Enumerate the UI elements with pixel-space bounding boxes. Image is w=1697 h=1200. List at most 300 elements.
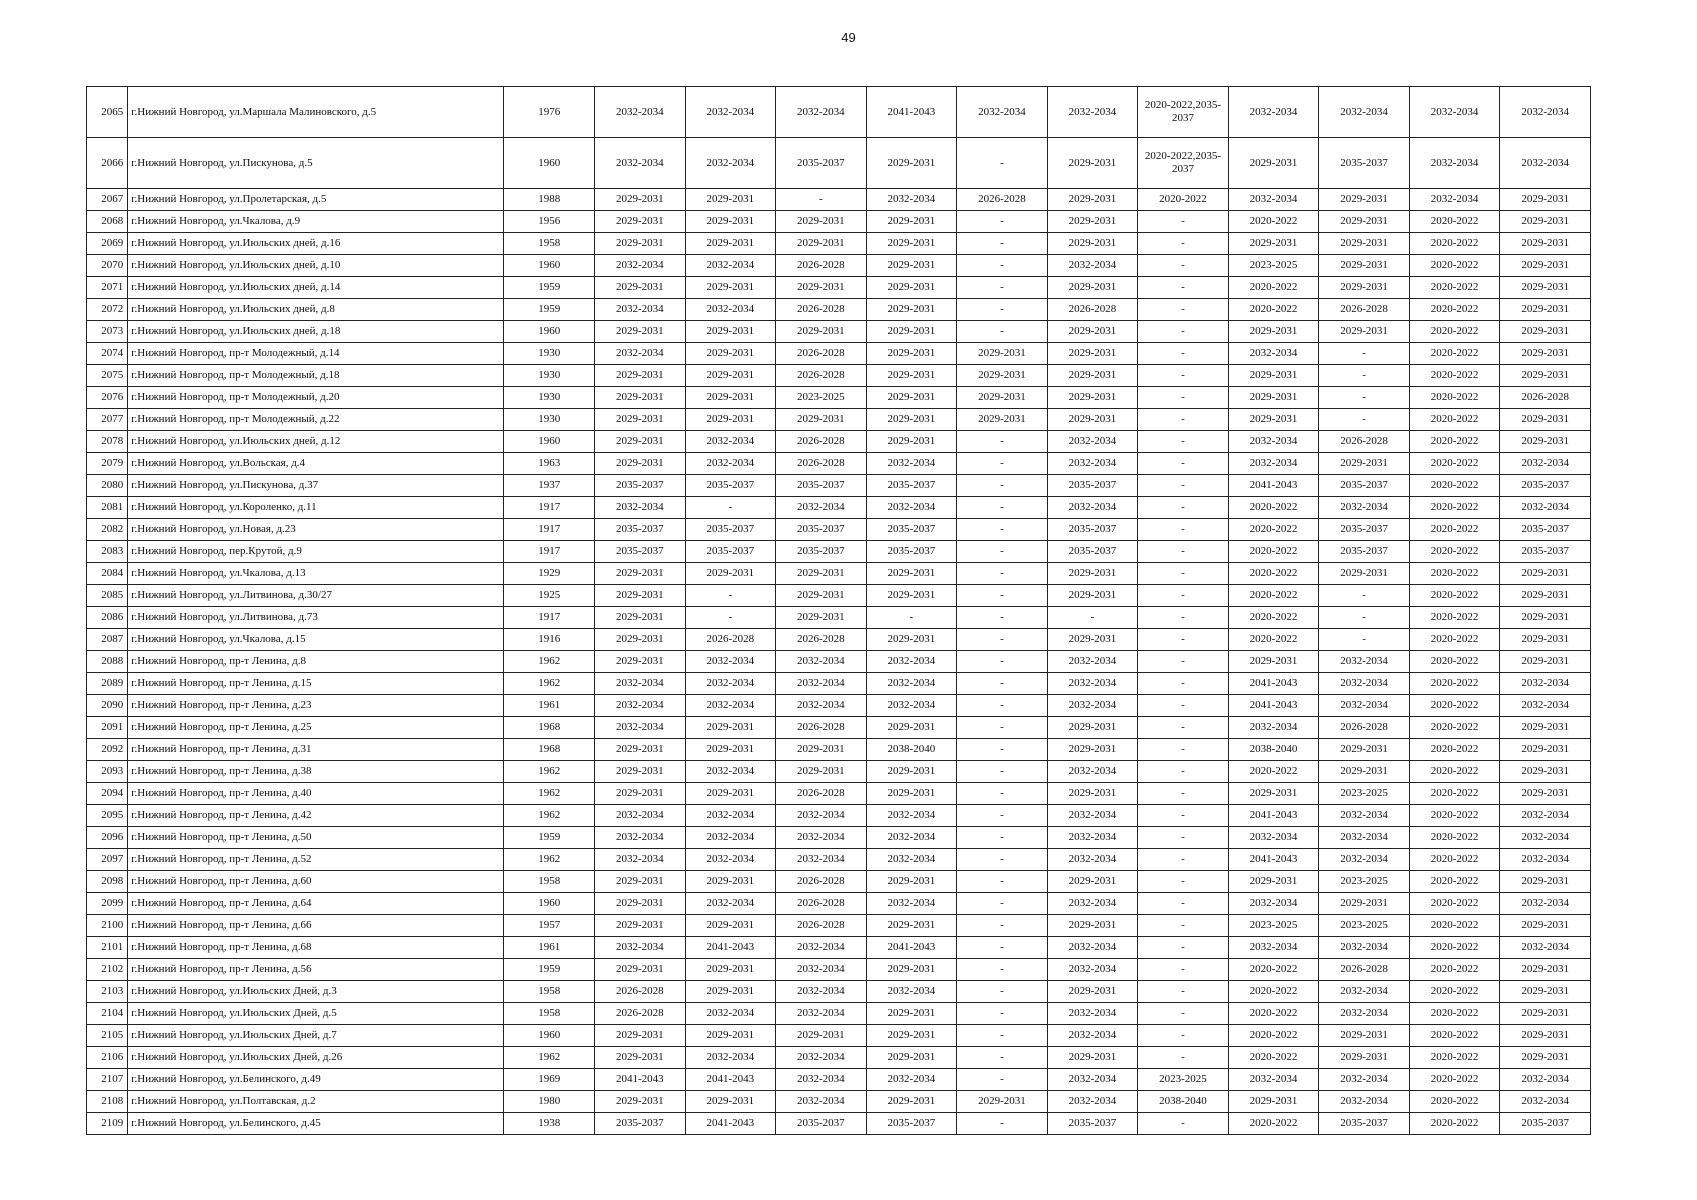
period-cell: 2029-2031	[866, 409, 957, 431]
period-cell: 2029-2031	[1319, 211, 1410, 233]
period-cell: 2020-2022	[1228, 497, 1319, 519]
table-row	[87, 761, 1591, 783]
address-cell: г.Нижний Новгород, ул.Короленко, д.11	[128, 497, 504, 519]
period-cell: 2029-2031	[866, 563, 957, 585]
period-cell: -	[1138, 255, 1229, 277]
period-cell: 2038-2040	[1138, 1091, 1229, 1113]
period-cell: 2020-2022	[1409, 827, 1500, 849]
period-cell: -	[866, 607, 957, 629]
year-built-cell: 1960	[504, 138, 595, 189]
period-cell: 2029-2031	[776, 211, 867, 233]
period-cell: 2032-2034	[595, 138, 686, 189]
period-cell: 2032-2034	[776, 673, 867, 695]
period-cell: 2032-2034	[1047, 1091, 1138, 1113]
period-cell: -	[957, 321, 1048, 343]
period-cell: 2029-2031	[1500, 959, 1591, 981]
period-cell: 2029-2031	[866, 1091, 957, 1113]
period-cell: 2032-2034	[685, 1047, 776, 1069]
period-cell: -	[957, 1069, 1048, 1091]
period-cell: 2029-2031	[1228, 321, 1319, 343]
period-cell: -	[1138, 343, 1229, 365]
period-cell: 2026-2028	[776, 783, 867, 805]
period-cell: 2032-2034	[1319, 651, 1410, 673]
period-cell: 2029-2031	[1319, 321, 1410, 343]
period-cell: 2029-2031	[1500, 585, 1591, 607]
period-cell: 2032-2034	[1228, 431, 1319, 453]
period-cell: 2032-2034	[685, 299, 776, 321]
year-built-cell: 1960	[504, 255, 595, 277]
period-cell: -	[957, 519, 1048, 541]
year-built-cell: 1929	[504, 563, 595, 585]
address-cell: г.Нижний Новгород, пр-т Ленина, д.50	[128, 827, 504, 849]
period-cell: 2029-2031	[1500, 365, 1591, 387]
period-cell: -	[1138, 783, 1229, 805]
period-cell: 2032-2034	[685, 651, 776, 673]
period-cell: -	[1138, 959, 1229, 981]
period-cell: 2020-2022	[1409, 321, 1500, 343]
period-cell: 2029-2031	[1500, 915, 1591, 937]
period-cell: 2032-2034	[1319, 497, 1410, 519]
period-cell: 2032-2034	[866, 651, 957, 673]
period-cell: 2029-2031	[1319, 761, 1410, 783]
period-cell: 2020-2022	[1228, 541, 1319, 563]
year-built-cell: 1925	[504, 585, 595, 607]
period-cell: 2035-2037	[866, 475, 957, 497]
period-cell: 2023-2025	[1228, 915, 1319, 937]
period-cell: 2029-2031	[685, 233, 776, 255]
period-cell: 2029-2031	[1228, 365, 1319, 387]
address-cell: г.Нижний Новгород, ул.Пролетарская, д.5	[128, 189, 504, 211]
period-cell: 2032-2034	[685, 138, 776, 189]
address-cell: г.Нижний Новгород, пр-т Ленина, д.40	[128, 783, 504, 805]
period-cell: -	[957, 629, 1048, 651]
period-cell: 2032-2034	[1047, 695, 1138, 717]
row-number-cell: 2068	[87, 211, 128, 233]
period-cell: 2035-2037	[776, 519, 867, 541]
period-cell: -	[957, 849, 1048, 871]
table-row	[87, 1091, 1591, 1113]
row-number-cell: 2100	[87, 915, 128, 937]
period-cell: 2026-2028	[1319, 959, 1410, 981]
period-cell: 2029-2031	[1500, 1025, 1591, 1047]
period-cell: 2029-2031	[776, 409, 867, 431]
address-cell: г.Нижний Новгород, ул.Июльских дней, д.18	[128, 321, 504, 343]
period-cell: 2029-2031	[776, 563, 867, 585]
year-built-cell: 1917	[504, 497, 595, 519]
period-cell: 2032-2034	[1409, 87, 1500, 138]
period-cell: -	[957, 585, 1048, 607]
period-cell: 2029-2031	[776, 277, 867, 299]
period-cell: -	[957, 299, 1048, 321]
period-cell: 2029-2031	[866, 871, 957, 893]
period-cell: 2032-2034	[685, 453, 776, 475]
year-built-cell: 1962	[504, 673, 595, 695]
period-cell: 2041-2043	[866, 87, 957, 138]
period-cell: 2026-2028	[1047, 299, 1138, 321]
period-cell: -	[1138, 981, 1229, 1003]
table-row	[87, 1113, 1591, 1135]
period-cell: 2029-2031	[1500, 783, 1591, 805]
period-cell: -	[1138, 673, 1229, 695]
period-cell: 2020-2022,​2035-2037	[1138, 138, 1229, 189]
period-cell: 2020-2022	[1409, 387, 1500, 409]
period-cell: -	[957, 607, 1048, 629]
address-cell: г.Нижний Новгород, пр-т Ленина, д.68	[128, 937, 504, 959]
period-cell: 2032-2034	[776, 827, 867, 849]
period-cell: -	[1319, 343, 1410, 365]
row-number-cell: 2085	[87, 585, 128, 607]
table-row	[87, 563, 1591, 585]
period-cell: 2029-2031	[957, 409, 1048, 431]
period-cell: 2023-2025	[1228, 255, 1319, 277]
period-cell: 2032-2034	[1500, 805, 1591, 827]
year-built-cell: 1958	[504, 1003, 595, 1025]
period-cell: 2029-2031	[685, 739, 776, 761]
period-cell: 2035-2037	[595, 1113, 686, 1135]
row-number-cell: 2097	[87, 849, 128, 871]
period-cell: 2029-2031	[595, 959, 686, 981]
period-cell: 2032-2034	[685, 87, 776, 138]
table-row	[87, 189, 1591, 211]
period-cell: 2029-2031	[866, 431, 957, 453]
period-cell: 2029-2031	[1500, 871, 1591, 893]
period-cell: 2032-2034	[776, 1003, 867, 1025]
period-cell: 2020-2022	[1409, 629, 1500, 651]
period-cell: 2029-2031	[685, 189, 776, 211]
period-cell: 2029-2031	[776, 321, 867, 343]
period-cell: 2032-2034	[595, 717, 686, 739]
period-cell: 2032-2034	[595, 805, 686, 827]
period-cell: 2020-2022	[1409, 673, 1500, 695]
address-cell: г.Нижний Новгород, ул.Вольская, д.4	[128, 453, 504, 475]
row-number-cell: 2101	[87, 937, 128, 959]
year-built-cell: 1959	[504, 277, 595, 299]
period-cell: 2029-2031	[685, 343, 776, 365]
period-cell: 2035-2037	[1319, 541, 1410, 563]
period-cell: 2035-2037	[1500, 541, 1591, 563]
period-cell: 2020-2022	[1409, 651, 1500, 673]
address-cell: г.Нижний Новгород, пр-т Ленина, д.15	[128, 673, 504, 695]
period-cell: 2032-2034	[1228, 343, 1319, 365]
table-row	[87, 871, 1591, 893]
period-cell: 2020-2022	[1409, 299, 1500, 321]
address-cell: г.Нижний Новгород, ул.Маршала Малиновского, д.5	[128, 87, 504, 138]
period-cell: 2029-2031	[595, 761, 686, 783]
period-cell: 2032-2034	[595, 497, 686, 519]
period-cell: 2026-2028	[776, 453, 867, 475]
period-cell: 2029-2031	[595, 321, 686, 343]
table-row	[87, 475, 1591, 497]
period-cell: 2020-2022	[1228, 1025, 1319, 1047]
row-number-cell: 2066	[87, 138, 128, 189]
period-cell: 2023-2025	[1319, 915, 1410, 937]
year-built-cell: 1930	[504, 365, 595, 387]
address-cell: г.Нижний Новгород, пр-т Ленина, д.52	[128, 849, 504, 871]
period-cell: 2035-2037	[866, 519, 957, 541]
period-cell: 2029-2031	[1500, 1047, 1591, 1069]
period-cell: 2032-2034	[1047, 651, 1138, 673]
period-cell: -	[957, 1003, 1048, 1025]
period-cell: -	[1319, 409, 1410, 431]
period-cell: 2032-2034	[776, 651, 867, 673]
period-cell: 2041-2043	[1228, 695, 1319, 717]
period-cell: 2035-2037	[1500, 475, 1591, 497]
address-cell: г.Нижний Новгород, пр-т Молодежный, д.20	[128, 387, 504, 409]
period-cell: 2029-2031	[1319, 739, 1410, 761]
period-cell: 2032-2034	[1500, 138, 1591, 189]
period-cell: -	[957, 981, 1048, 1003]
period-cell: 2023-2025	[776, 387, 867, 409]
period-cell: -	[1138, 607, 1229, 629]
period-cell: 2032-2034	[685, 849, 776, 871]
row-number-cell: 2106	[87, 1047, 128, 1069]
period-cell: -	[957, 211, 1048, 233]
period-cell: -	[957, 739, 1048, 761]
period-cell: 2032-2034	[1500, 695, 1591, 717]
period-cell: 2029-2031	[1228, 651, 1319, 673]
period-cell: 2020-2022	[1228, 1047, 1319, 1069]
year-built-cell: 1963	[504, 453, 595, 475]
period-cell: 2035-2037	[685, 475, 776, 497]
period-cell: 2020-2022	[1409, 585, 1500, 607]
period-cell: -	[957, 1113, 1048, 1135]
period-cell: 2029-2031	[866, 138, 957, 189]
period-cell: 2029-2031	[595, 189, 686, 211]
period-cell: 2020-2022	[1409, 937, 1500, 959]
period-cell: 2038-2040	[1228, 739, 1319, 761]
period-cell: 2041-2043	[1228, 475, 1319, 497]
period-cell: 2032-2034	[1500, 497, 1591, 519]
period-cell: 2032-2034	[1047, 673, 1138, 695]
period-cell: -	[1138, 585, 1229, 607]
row-number-cell: 2065	[87, 87, 128, 138]
period-cell: 2020-2022	[1409, 1047, 1500, 1069]
period-cell: 2032-2034	[1047, 937, 1138, 959]
row-number-cell: 2081	[87, 497, 128, 519]
period-cell: -	[1138, 387, 1229, 409]
row-number-cell: 2109	[87, 1113, 128, 1135]
table-row	[87, 1025, 1591, 1047]
period-cell: 2035-2037	[776, 138, 867, 189]
period-cell: 2032-2034	[866, 805, 957, 827]
period-cell: 2029-2031	[866, 211, 957, 233]
period-cell: 2029-2031	[1500, 607, 1591, 629]
period-cell: 2029-2031	[595, 651, 686, 673]
period-cell: 2029-2031	[866, 255, 957, 277]
address-cell: г.Нижний Новгород, пр-т Ленина, д.66	[128, 915, 504, 937]
table-row	[87, 805, 1591, 827]
year-built-cell: 1988	[504, 189, 595, 211]
period-cell: 2020-2022	[1409, 1069, 1500, 1091]
period-cell: 2029-2031	[685, 1091, 776, 1113]
period-cell: 2020-2022	[1228, 981, 1319, 1003]
period-cell: -	[957, 651, 1048, 673]
period-cell: 2032-2034	[866, 189, 957, 211]
period-cell: 2026-2028	[776, 365, 867, 387]
period-cell: 2032-2034	[595, 299, 686, 321]
period-cell: 2032-2034	[776, 87, 867, 138]
period-cell: 2029-2031	[866, 629, 957, 651]
period-cell: -	[957, 563, 1048, 585]
period-cell: 2032-2034	[776, 959, 867, 981]
period-cell: 2029-2031	[1500, 277, 1591, 299]
period-cell: 2029-2031	[1047, 409, 1138, 431]
period-cell: 2032-2034	[776, 1091, 867, 1113]
period-cell: 2020-2022	[1228, 211, 1319, 233]
year-built-cell: 1930	[504, 343, 595, 365]
table-row	[87, 849, 1591, 871]
period-cell: 2032-2034	[1047, 761, 1138, 783]
period-cell: -	[1138, 277, 1229, 299]
period-cell: -	[1138, 893, 1229, 915]
table-row	[87, 365, 1591, 387]
period-cell: 2029-2031	[1047, 915, 1138, 937]
period-cell: 2032-2034	[685, 805, 776, 827]
table-row	[87, 255, 1591, 277]
period-cell: 2020-2022	[1409, 409, 1500, 431]
period-cell: 2029-2031	[595, 453, 686, 475]
year-built-cell: 1962	[504, 849, 595, 871]
table-row	[87, 695, 1591, 717]
period-cell: -	[1138, 541, 1229, 563]
period-cell: -	[1138, 849, 1229, 871]
period-cell: -	[1138, 409, 1229, 431]
period-cell: 2026-2028	[776, 893, 867, 915]
period-cell: 2029-2031	[776, 585, 867, 607]
period-cell: -	[957, 277, 1048, 299]
period-cell: 2029-2031	[866, 915, 957, 937]
period-cell: 2020-2022	[1409, 739, 1500, 761]
period-cell: 2032-2034	[866, 849, 957, 871]
period-cell: 2020-2022	[1409, 255, 1500, 277]
period-cell: 2029-2031	[866, 277, 957, 299]
period-cell: -	[957, 827, 1048, 849]
period-cell: 2041-2043	[1228, 673, 1319, 695]
address-cell: г.Нижний Новгород, ул.Июльских дней, д.14	[128, 277, 504, 299]
period-cell: -	[957, 1047, 1048, 1069]
row-number-cell: 2102	[87, 959, 128, 981]
period-cell: 2035-2037	[1047, 541, 1138, 563]
table-row	[87, 299, 1591, 321]
row-number-cell: 2087	[87, 629, 128, 651]
period-cell: -	[957, 541, 1048, 563]
period-cell: 2029-2031	[595, 607, 686, 629]
row-number-cell: 2096	[87, 827, 128, 849]
period-cell: -	[1138, 299, 1229, 321]
period-cell: -	[776, 189, 867, 211]
period-cell: 2032-2034	[866, 695, 957, 717]
period-cell: 2029-2031	[957, 387, 1048, 409]
period-cell: 2029-2031	[1047, 563, 1138, 585]
table-row	[87, 651, 1591, 673]
period-cell: 2020-2022	[1228, 299, 1319, 321]
period-cell: 2020-2022	[1228, 277, 1319, 299]
period-cell: 2032-2034	[1500, 1069, 1591, 1091]
period-cell: -	[1138, 827, 1229, 849]
period-cell: -	[1138, 431, 1229, 453]
period-cell: 2020-2022	[1409, 915, 1500, 937]
period-cell: -	[1138, 1113, 1229, 1135]
period-cell: 2032-2034	[776, 497, 867, 519]
row-number-cell: 2098	[87, 871, 128, 893]
row-number-cell: 2099	[87, 893, 128, 915]
period-cell: 2020-2022	[1409, 695, 1500, 717]
period-cell: 2032-2034	[1228, 827, 1319, 849]
period-cell: 2029-2031	[866, 233, 957, 255]
period-cell: 2029-2031	[957, 365, 1048, 387]
period-cell: 2029-2031	[866, 1003, 957, 1025]
row-number-cell: 2103	[87, 981, 128, 1003]
address-cell: г.Нижний Новгород, ул.Новая, д.23	[128, 519, 504, 541]
address-cell: г.Нижний Новгород, ул.Чкалова, д.15	[128, 629, 504, 651]
period-cell: -	[957, 453, 1048, 475]
year-built-cell: 1962	[504, 805, 595, 827]
address-cell: г.Нижний Новгород, ул.Пискунова, д.37	[128, 475, 504, 497]
period-cell: 2020-2022	[1409, 431, 1500, 453]
table-row	[87, 937, 1591, 959]
period-cell: 2020-2022	[1409, 783, 1500, 805]
period-cell: -	[1319, 629, 1410, 651]
period-cell: 2029-2031	[685, 365, 776, 387]
period-cell: 2032-2034	[1319, 673, 1410, 695]
period-cell: -	[685, 497, 776, 519]
table-row	[87, 233, 1591, 255]
table-row	[87, 497, 1591, 519]
period-cell: 2020-2022	[1228, 1003, 1319, 1025]
table-row	[87, 277, 1591, 299]
table-row	[87, 1003, 1591, 1025]
period-cell: 2032-2034	[1047, 453, 1138, 475]
period-cell: 2035-2037	[1319, 1113, 1410, 1135]
period-cell: 2020-2022	[1409, 1091, 1500, 1113]
period-cell: 2032-2034	[776, 1069, 867, 1091]
period-cell: 2032-2034	[595, 849, 686, 871]
table-row	[87, 915, 1591, 937]
row-number-cell: 2086	[87, 607, 128, 629]
period-cell: 2032-2034	[1047, 959, 1138, 981]
period-cell: 2029-2031	[866, 717, 957, 739]
period-cell: 2032-2034	[1319, 827, 1410, 849]
period-cell: 2032-2034	[1047, 805, 1138, 827]
period-cell: 2029-2031	[1228, 871, 1319, 893]
period-cell: 2029-2031	[776, 761, 867, 783]
period-cell: 2029-2031	[685, 1025, 776, 1047]
period-cell: 2020-2022	[1409, 563, 1500, 585]
period-cell: 2029-2031	[1500, 739, 1591, 761]
period-cell: 2020-2022	[1409, 519, 1500, 541]
address-cell: г.Нижний Новгород, ул.Июльских Дней, д.26	[128, 1047, 504, 1069]
period-cell: 2032-2034	[685, 893, 776, 915]
period-cell: 2032-2034	[1047, 1069, 1138, 1091]
period-cell: -	[957, 871, 1048, 893]
period-cell: 2029-2031	[1047, 138, 1138, 189]
period-cell: -	[957, 673, 1048, 695]
period-cell: 2029-2031	[595, 783, 686, 805]
period-cell: 2026-2028	[776, 915, 867, 937]
period-cell: -	[957, 255, 1048, 277]
year-built-cell: 1917	[504, 607, 595, 629]
period-cell: 2035-2037	[1319, 138, 1410, 189]
address-cell: г.Нижний Новгород, ул.Белинского, д.49	[128, 1069, 504, 1091]
period-cell: 2029-2031	[1047, 717, 1138, 739]
period-cell: 2029-2031	[957, 343, 1048, 365]
period-cell: 2029-2031	[1500, 189, 1591, 211]
period-cell: 2032-2034	[776, 981, 867, 1003]
period-cell: 2029-2031	[595, 233, 686, 255]
period-cell: 2035-2037	[1047, 1113, 1138, 1135]
period-cell: 2029-2031	[866, 1025, 957, 1047]
year-built-cell: 1961	[504, 695, 595, 717]
